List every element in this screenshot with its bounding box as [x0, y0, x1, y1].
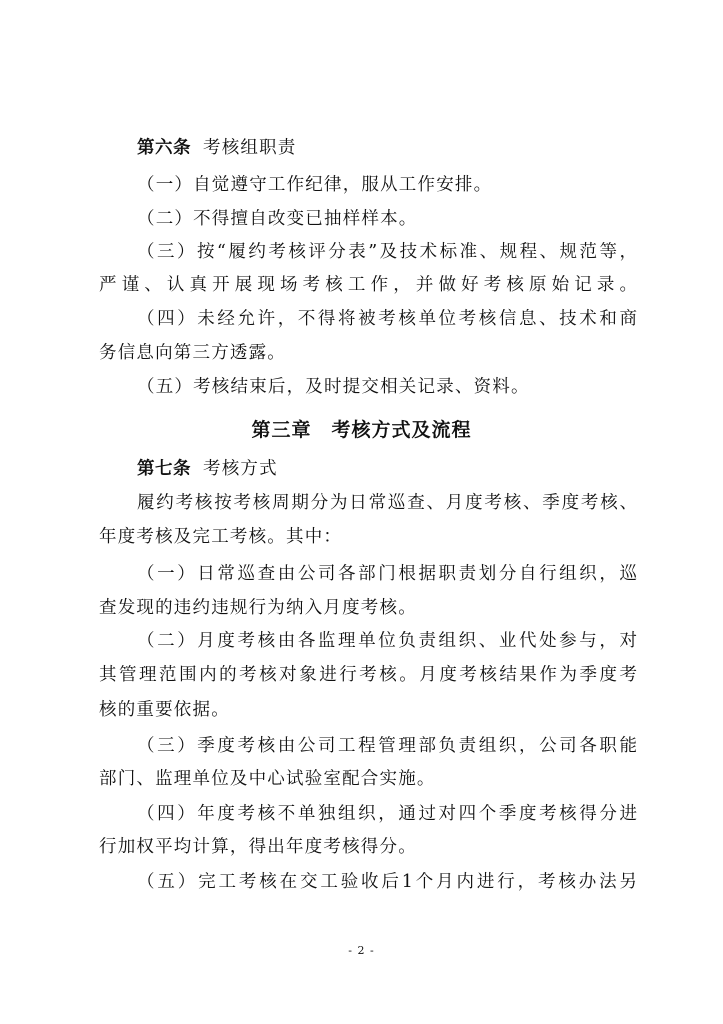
- article-6-item-4-line-1: （四）未经允许，不得将被考核单位考核信息、技术和商: [137, 309, 637, 329]
- article-7-line-1: 履约考核按考核周期分为日常巡查、月度考核、季度考核、: [137, 493, 637, 513]
- article-7-line-12: （五）完工考核在交工验收后1个月内进行，考核办法另: [137, 872, 637, 892]
- page-number: - 2 -: [348, 944, 375, 957]
- article-7-line-10: （四）年度考核不单独组织，通过对四个季度考核得分进: [137, 804, 637, 824]
- article-7-line-3: （一）日常巡查由公司各部门根据职责划分自行组织，巡: [137, 564, 637, 584]
- article-6-item-1: （一）自觉遵守工作纪律，服从工作安排。: [137, 175, 493, 195]
- article-6-item-5: （五）考核结束后，及时提交相关记录、资料。: [137, 377, 530, 397]
- article-6-number: 第六条: [137, 138, 191, 158]
- article-6-item-3-line-2: 严谨、认真开展现场考核工作，并做好考核原始记录。: [99, 275, 637, 295]
- article-6-item-4-line-2: 务信息向第三方透露。: [99, 343, 286, 363]
- article-7-line-11: 行加权平均计算，得出年度考核得分。: [99, 837, 417, 857]
- chapter-3-title: 第三章 考核方式及流程: [251, 419, 472, 441]
- article-7-line-7: 核的重要依据。: [99, 700, 230, 720]
- article-7-title: 考核方式: [203, 459, 278, 479]
- article-6-title: 考核组职责: [203, 138, 297, 158]
- article-7-line-5: （二）月度考核由各监理单位负责组织、业代处参与，对: [137, 631, 637, 651]
- article-7-line-8: （三）季度考核由公司工程管理部负责组织，公司各职能: [137, 736, 637, 756]
- article-6-item-3-line-1: （三）按“履约考核评分表”及技术标准、规程、规范等，: [137, 242, 637, 262]
- article-7-heading: [137, 457, 637, 481]
- article-7-line-2: 年度考核及完工考核。其中：: [99, 527, 343, 547]
- article-7-line-6: 其管理范围内的考核对象进行考核。月度考核结果作为季度考: [99, 665, 637, 685]
- article-7-line-4: 查发现的违约违规行为纳入月度考核。: [99, 598, 417, 618]
- article-7-line-9: 部门、监理单位及中心试验室配合实施。: [99, 769, 436, 789]
- article-6-item-2: （二）不得擅自改变已抽样样本。: [137, 209, 418, 229]
- article-7-number: 第七条: [137, 459, 191, 479]
- article-6-heading: [137, 136, 637, 160]
